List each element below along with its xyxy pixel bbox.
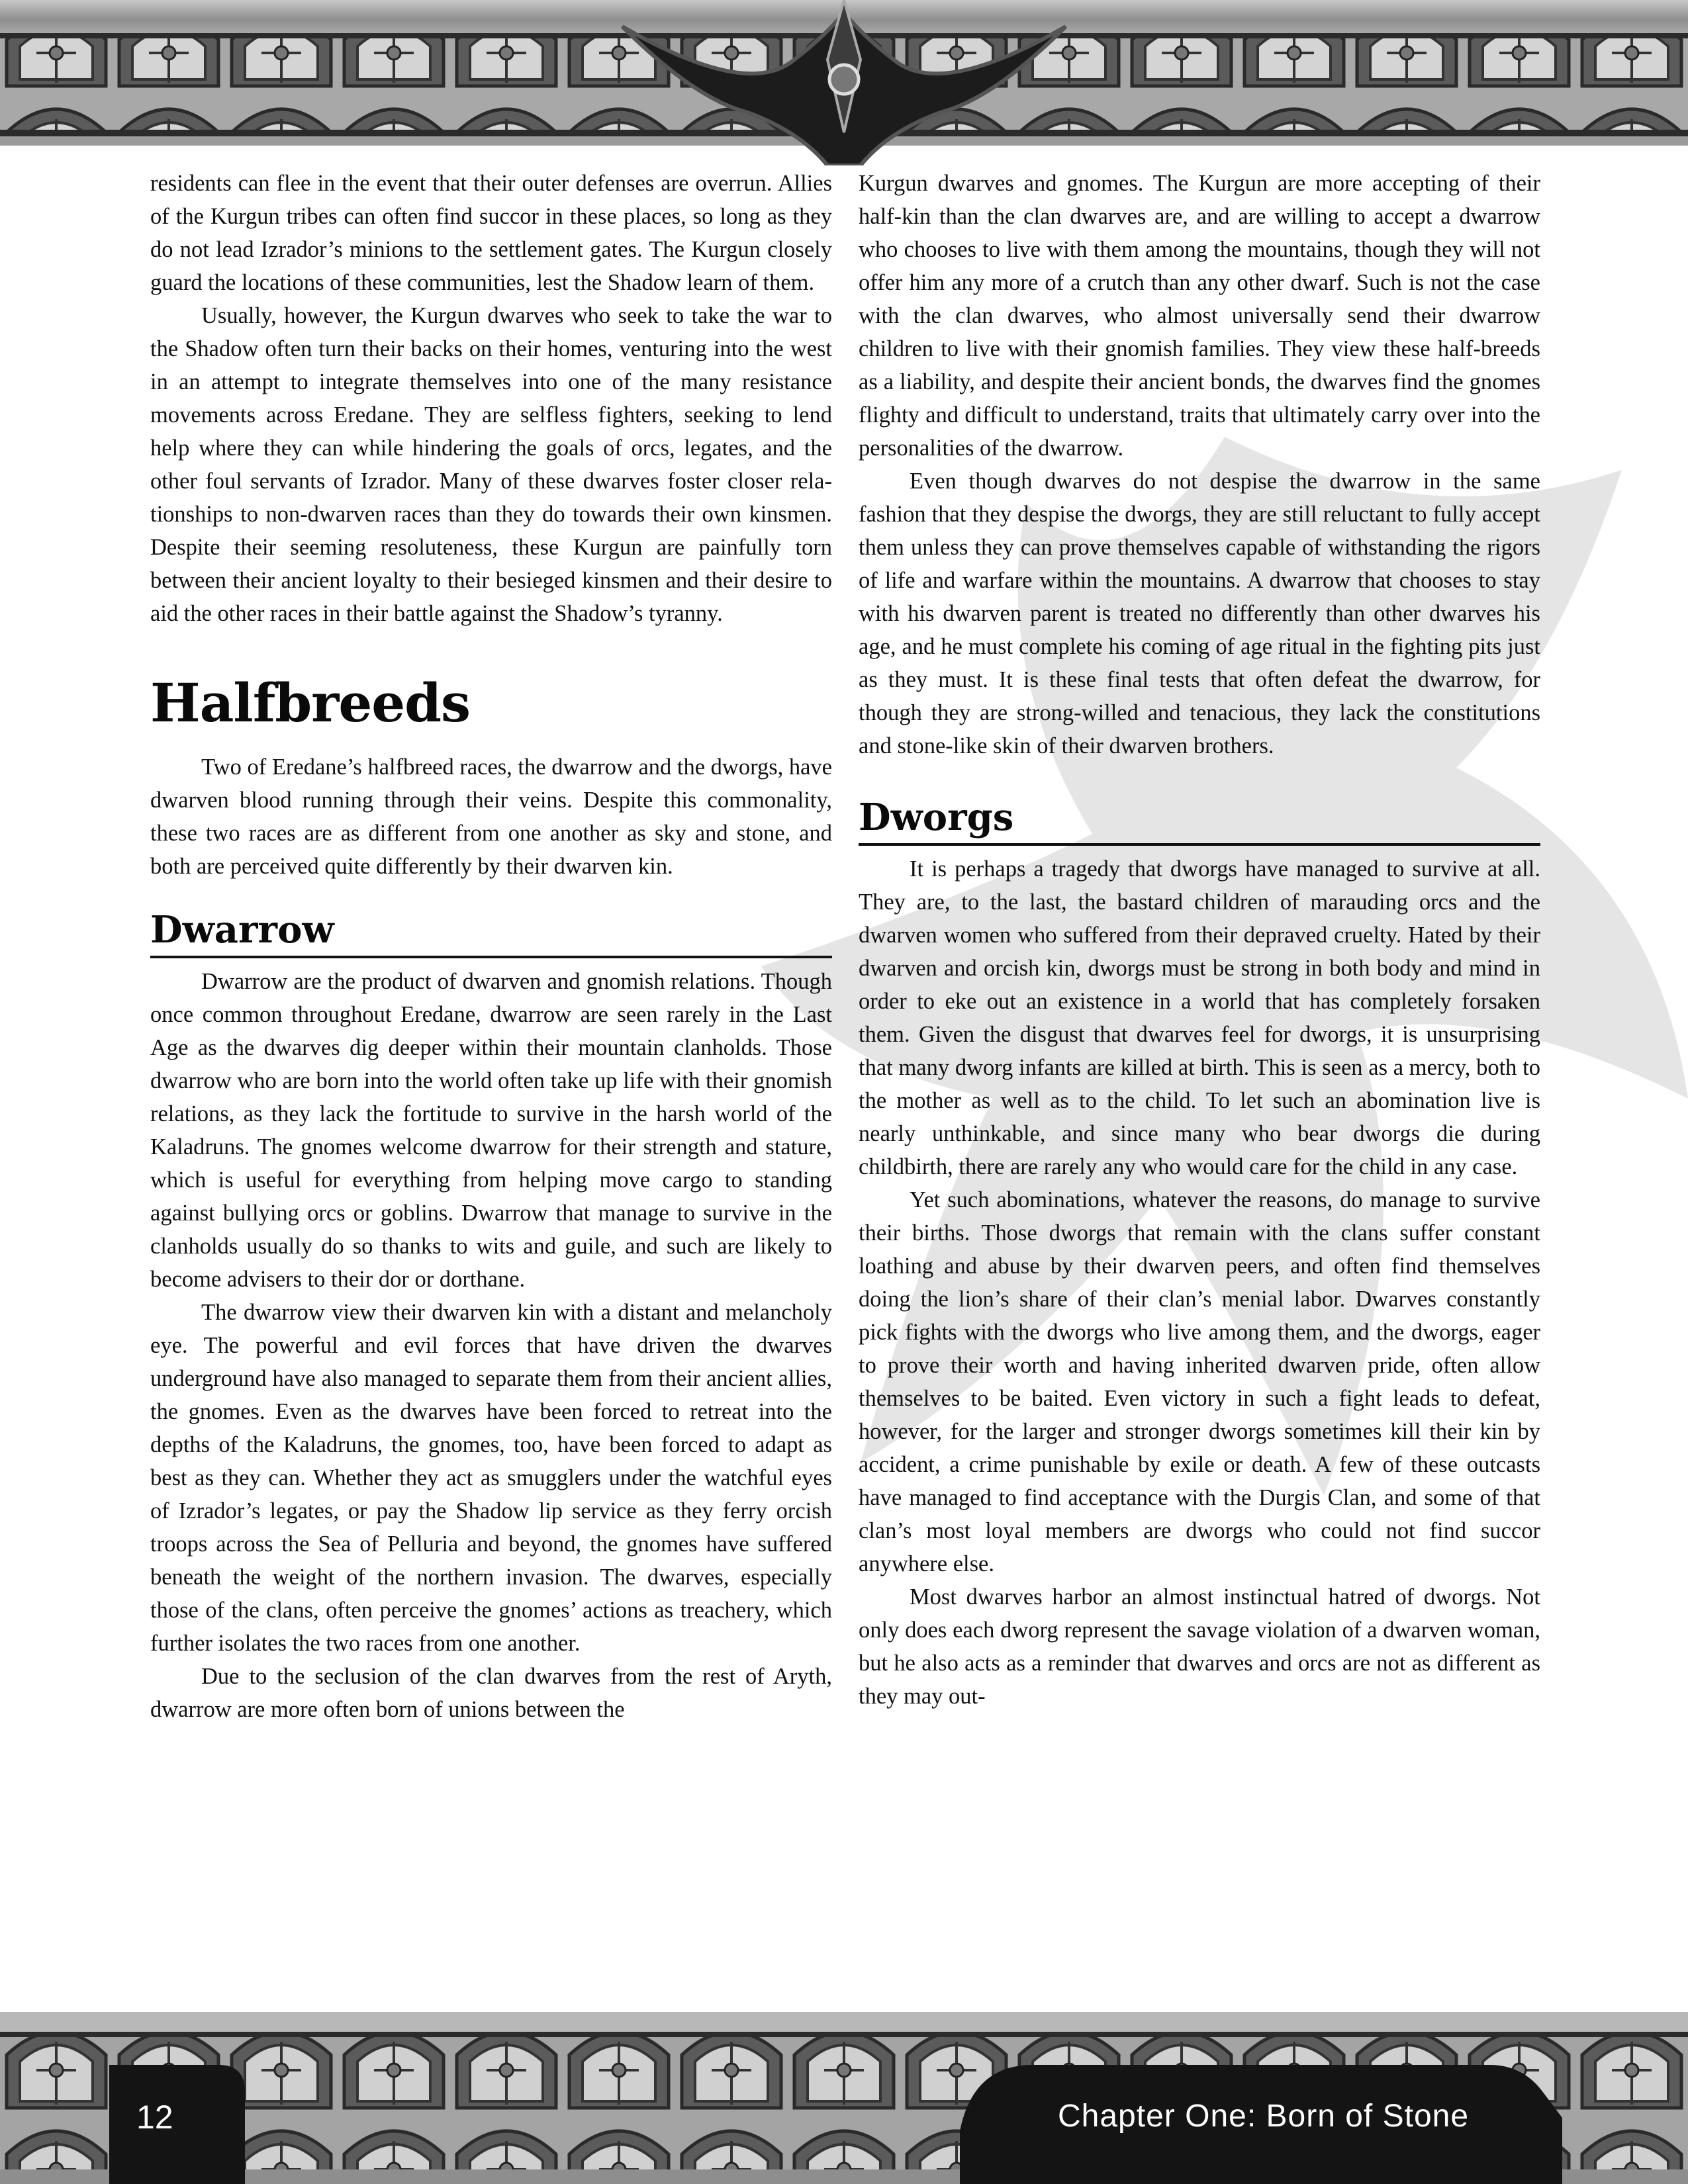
right-paragraph-4: Yet such abominations, whatever the reasons, do manage to survive their births. Those dworgs that remain with the clans suffer constant loathing and abuse by their dwarven peers, and often find themselves doing the lion’s share of their clan’s menial labor. Dwarves constantly pick fights with the dworgs who live among them, and the dworgs, eager to prove their worth and having inherited dwarven pride, often allow themselves to be baited. Even victory in such a fight leads to defeat, however, for the larger and stronger dworgs sometimes kill their kin by accident, a crime punishable by exile or death. A few of these outcasts have managed to find acceptance with the Durgis Clan, and some of that clan’s most loyal members are dworgs who could not find succor anywhere else. [859,1187,1540,1576]
page-number-tab [109,2065,245,2184]
heading-dwarrow: Dwarrow [150,907,832,958]
page-number: 12 [136,2099,173,2136]
header-ornament [0,0,1688,165]
left-paragraph-4: Dwarrow are the product of dwarven and gnomish relations. Though once common throughout Eredane, dwarrow are seen rarely in the Last Age as the dwarves dig deeper within their mountain clanholds. Those dwarrow who are born into the world often take up life with their gnomish relations, as they lack the fortitude to survive in the harsh world of the Kaladruns. The gnomes welcome dwarrow for their strength and stature, which is useful for everything from helping move cargo to standing against bullying orcs or goblins. Dwarrow that manage to survive in the clanholds usually do so thanks to wits and guile, and such are likely to become advisers to their dor or dorthane. [150,969,832,1292]
left-paragraph-3: Two of Eredane’s halfbreed races, the dwarrow and the dworgs, have dwarven blood running through their veins. Despite this commonality, these two races are as different from one another as sky and stone, and both are perceived quite differently by their dwarven kin. [150,754,832,879]
heading-dworgs: Dworgs [859,794,1540,846]
right-paragraph-5: Most dwarves harbor an almost instinctual hatred of dworgs. Not only does each dworg represent the savage violation of a dwarven woman, but he also acts as a reminder that dwarves and orcs are not as different as they may out- [859,1584,1540,1709]
heading-halfbreeds: Halfbreeds [150,672,471,734]
right-column [859,167,1540,1713]
left-paragraph-2: Usually, however, the Kurgun dwarves who seek to take the war to the Shadow often turn their backs on their homes, venturing into the west in an attempt to integrate themselves into one of the many resistance movements across Eredane. They are selfless fighters, seeking to lend help where they can while hindering the goals of orcs, legates, and the other foul servants of Izrador. Many of these dwarves foster closer relationships to non-dwarven races than they do towards their own kinsmen. Despite their seeming resoluteness, these Kurgun are painfully torn between their ancient loyalty to their besieged kinsmen and their desire to aid the other races in their battle against the Shadow’s tyranny. [150,303,832,626]
left-paragraph-5: The dwarrow view their dwarven kin with a distant and melancholy eye. The powerful and evil forces that have driven the dwarves underground have also managed to separate them from their ancient allies, the gnomes. Even as the dwarves have been forced to retreat into the depths of the Kaladruns, the gnomes, too, have been forced to adapt as best as they can. Whether they act as smugglers under the watchful eyes of Izrador’s legates, or pay the Shadow lip service as they ferry orcish troops across the Sea of Pelluria and beyond, the gnomes have suffered beneath the weight of the northern invasion. The dwarves, especially those of the clans, often perceive the gnomes’ actions as treachery, which further isolates the two races from one another. [150,1300,832,1656]
left-paragraph-6: Due to the seclusion of the clan dwarves from the rest of Aryth, dwarrow are more often born of unions between the [150,1664,832,1722]
left-column [150,167,832,1726]
chapter-title: Chapter One: Born of Stone [1058,2099,1470,2134]
right-paragraph-1: Kurgun dwarves and gnomes. The Kurgun are more accepting of their half-kin than the clan dwarves are, and are willing to accept a dwarrow who chooses to live with them among the mountains, though they will not offer him any more of a crutch than any other dwarf. Such is not the case with the clan dwarves, who almost universally send their dwarrow children to live with their gnomish families. They view these half-breeds as a liability, and despite their ancient bonds, the dwarves find the gnomes flighty and difficult to understand, traits that ultimately carry over into the personalities of the dwarrow. [859,171,1540,461]
left-paragraph-1: residents can flee in the event that their outer defenses are overrun. Allies of the Kurgun tribes can often find succor in these places, so long as they do not lead Izrador’s minions to the settlement gates. The Kurgun closely guard the locations of these communities, lest the Shadow learn of them. [150,171,832,295]
right-paragraph-2: Even though dwarves do not despise the dwarrow in the same fashion that they despise the dworgs, they are still reluctant to fully accept them unless they can prove themselves capable of withstanding the rigors of life and warfare within the mountains. A dwarrow that chooses to stay with his dwarven parent is treated no differently than other dwarves his age, and he must complete his coming of age ritual in the fighting pits just as they must. It is these final tests that often defeat the dwarrow, for though they are strong-willed and tenacious, they lack the constitutions and stone-like skin of their dwarven brothers. [859,469,1540,758]
right-paragraph-3: It is perhaps a tragedy that dworgs have managed to survive at all. They are, to the last, the bastard children of marauding orcs and the dwarven women who suffered from their depraved cruelty. Hated by their dwarven and orcish kin, dworgs must be strong in both body and mind in order to eke out an existence in a world that has completely forsaken them. Given the disgust that dwarves feel for dworgs, it is unsurprising that many dworg infants are killed at birth. This is seen as a mercy, both to the mother as well as to the child. To let such an abomination live is nearly unthinkable, and since many who bear dworgs die during childbirth, there are rarely any who would care for the child in any case. [859,856,1540,1179]
